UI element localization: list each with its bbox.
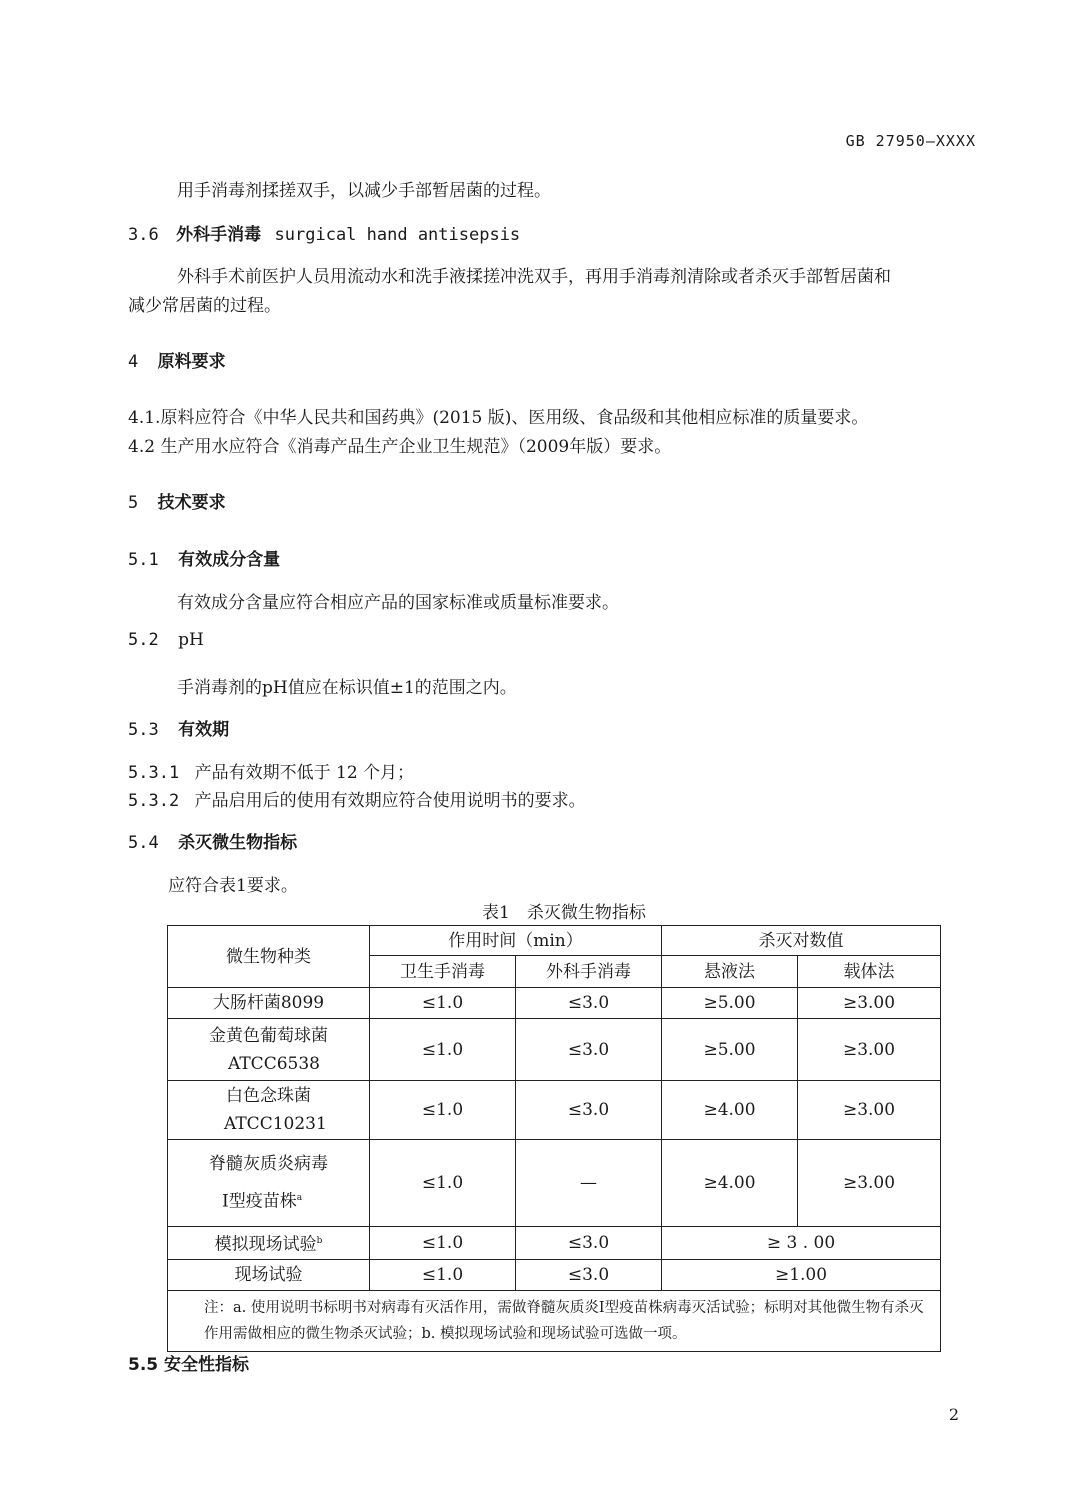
- header-carrier: 载体法: [798, 956, 941, 988]
- table-note-row: [168, 1290, 941, 1351]
- clause-number: 5.3.2: [128, 791, 180, 811]
- microbe-name: 脊髓灰质炎病毒: [209, 1154, 328, 1175]
- microbe-name: 白色念珠菌: [226, 1086, 311, 1106]
- cell-hygienic: ≤1.0: [370, 1227, 516, 1260]
- section-number: 5.1: [128, 550, 159, 570]
- heading-5-4: [128, 828, 297, 853]
- paragraph-5-4: 应符合表1要求。: [168, 876, 298, 896]
- table-caption: 表1 杀灭微生物指标: [482, 903, 646, 923]
- section-number: 5.4: [128, 833, 159, 853]
- clause-5-3-2: [128, 786, 586, 811]
- header-hygienic: 卫生手消毒: [370, 956, 516, 988]
- cell-microbe: [168, 1227, 370, 1260]
- header-suspension: 悬液法: [662, 956, 798, 988]
- table-row: [168, 1019, 941, 1081]
- cell-microbe: 大肠杆菌8099: [168, 988, 370, 1019]
- section-title: 有效成分含量: [178, 550, 281, 570]
- cell-suspension: ≥5.00: [662, 1019, 798, 1081]
- footnote-marker: a: [296, 1193, 303, 1204]
- cell-hygienic: ≤1.0: [370, 1081, 516, 1140]
- cell-surgical: ≤3.0: [516, 1081, 662, 1140]
- header-surgical: 外科手消毒: [516, 956, 662, 988]
- cell-surgical: ≤3.0: [516, 1227, 662, 1260]
- header-microbe: 微生物种类: [168, 926, 370, 988]
- table-row: [168, 1140, 941, 1227]
- footnote-marker: b: [316, 1236, 323, 1246]
- table-header-row: [168, 926, 941, 956]
- table-row: [168, 1081, 941, 1140]
- cell-surgical: ≤3.0: [516, 1019, 662, 1081]
- section-title: 原料要求: [157, 352, 226, 372]
- cell-microbe: [168, 1140, 370, 1227]
- strain-label: Ⅰ型疫苗株: [222, 1191, 297, 1212]
- microbe-strain: ATCC10231: [224, 1114, 327, 1134]
- header-time: 作用时间（min）: [370, 926, 662, 956]
- heading-5-5: 5.5 安全性指标: [128, 1355, 250, 1375]
- cell-microbe: [168, 1019, 370, 1081]
- cell-suspension: ≥5.00: [662, 988, 798, 1019]
- section-title-en: surgical hand antisepsis: [274, 225, 521, 245]
- clause-4-2: 4.2 生产用水应符合《消毒产品生产企业卫生规范》（2009年版）要求。: [128, 437, 672, 457]
- table-row: [168, 988, 941, 1019]
- section-number: 5: [128, 493, 139, 513]
- table-row: [168, 1259, 941, 1290]
- section-title: 外科手消毒: [176, 225, 262, 245]
- cell-log: ≥1.00: [662, 1259, 941, 1290]
- table-note: 注：a. 使用说明书标明书对病毒有灭活作用，需做脊髓灰质炎Ⅰ型疫苗株病毒灭活试验；标明对其他微生物有杀灭作用需做相应的微生物杀灭试验；b. 模拟现场试验和现场试验可选做一项。: [168, 1290, 941, 1351]
- clause-number: 5.3.1: [128, 763, 180, 783]
- clause-text: 产品有效期不低于 12 个月；: [194, 763, 415, 783]
- paragraph-surgical-definition-line1: 外科手术前医护人员用流动水和洗手液揉搓冲洗双手，再用手消毒剂清除或者杀灭手部暂居菌和: [177, 267, 891, 287]
- heading-5: [128, 488, 226, 513]
- heading-4: [128, 347, 226, 372]
- page-number: 2: [948, 1405, 959, 1424]
- heading-3-6: [128, 220, 520, 245]
- header-log: 杀灭对数值: [662, 926, 941, 956]
- section-title: pH: [178, 630, 204, 650]
- paragraph-surgical-definition-line2: 减少常居菌的过程。: [128, 296, 281, 316]
- cell-log: ≥ 3 . 00: [662, 1227, 941, 1260]
- cell-hygienic: ≤1.0: [370, 1259, 516, 1290]
- cell-surgical: ≤3.0: [516, 988, 662, 1019]
- cell-microbe: 现场试验: [168, 1259, 370, 1290]
- clause-5-3-1: [128, 758, 414, 783]
- microbe-strain: [168, 1181, 369, 1219]
- section-number: 3.6: [128, 225, 159, 245]
- paragraph-5-1: 有效成分含量应符合相应产品的国家标准或质量标准要求。: [177, 593, 619, 613]
- cell-microbe: [168, 1081, 370, 1140]
- section-title: 技术要求: [157, 493, 226, 513]
- section-title: 杀灭微生物指标: [178, 833, 298, 853]
- paragraph-5-2: 手消毒剂的pH值应在标识值±1的范围之内。: [177, 678, 517, 698]
- paragraph-hygienic-definition-cont: 用手消毒剂揉搓双手，以减少手部暂居菌的过程。: [177, 181, 551, 201]
- cell-carrier: ≥3.00: [798, 1019, 941, 1081]
- section-number: 4: [128, 352, 139, 372]
- heading-5-3: [128, 715, 229, 740]
- cell-suspension: ≥4.00: [662, 1140, 798, 1227]
- cell-carrier: ≥3.00: [798, 1140, 941, 1227]
- clause-text: 产品启用后的使用有效期应符合使用说明书的要求。: [194, 791, 586, 811]
- cell-surgical: —: [516, 1140, 662, 1227]
- test-name: 模拟现场试验: [214, 1234, 317, 1255]
- cell-hygienic: ≤1.0: [370, 988, 516, 1019]
- table-row: [168, 1227, 941, 1260]
- cell-hygienic: ≤1.0: [370, 1019, 516, 1081]
- standard-code-header: GB 27950—XXXX: [845, 132, 976, 150]
- cell-suspension: ≥4.00: [662, 1081, 798, 1140]
- microbe-name: 金黄色葡萄球菌: [209, 1025, 328, 1046]
- microbe-strain: ATCC6538: [228, 1053, 320, 1074]
- section-number: 5.2: [128, 630, 159, 650]
- clause-4-1: 4.1.原料应符合《中华人民共和国药典》(2015 版)、医用级、食品级和其他相应标准的质量要求。: [128, 408, 869, 428]
- cell-surgical: ≤3.0: [516, 1259, 662, 1290]
- section-title: 有效期: [178, 720, 230, 740]
- section-number: 5.3: [128, 720, 159, 740]
- microbe-kill-table: [167, 925, 941, 1352]
- cell-carrier: ≥3.00: [798, 1081, 941, 1140]
- heading-5-1: [128, 545, 280, 570]
- cell-carrier: ≥3.00: [798, 988, 941, 1019]
- cell-hygienic: ≤1.0: [370, 1140, 516, 1227]
- heading-5-2: [128, 630, 204, 650]
